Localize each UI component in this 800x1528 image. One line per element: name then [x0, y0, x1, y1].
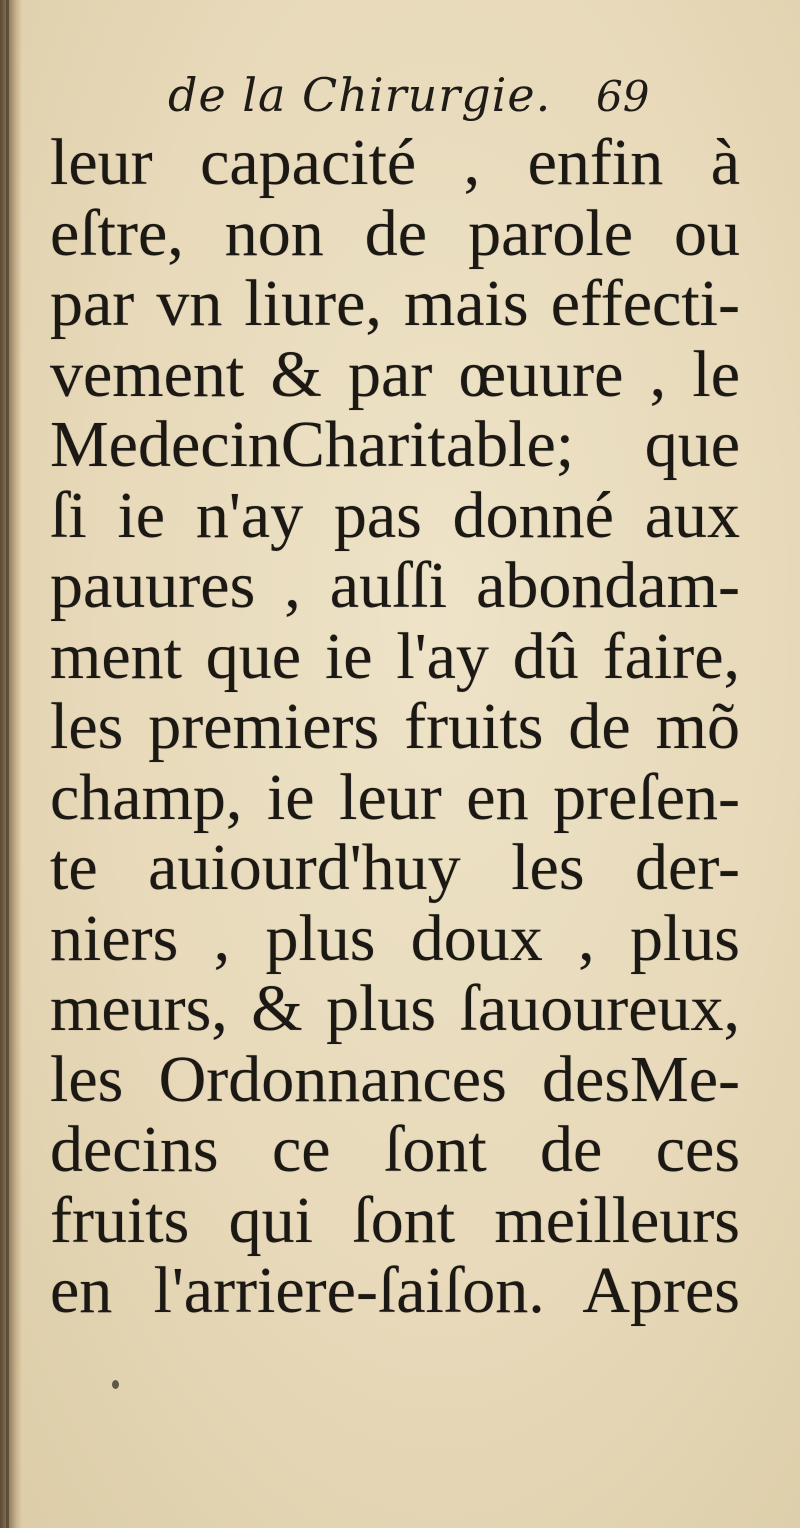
text-line: meurs, & plus ſauoureux,	[50, 972, 740, 1045]
page-gutter	[0, 0, 22, 1528]
ink-speck	[112, 1380, 119, 1389]
text-line: MedecinCharitable; que	[50, 408, 740, 481]
text-line: eſtre, non de parole ou	[50, 196, 740, 270]
text-line: vement & par œuure , le	[50, 337, 740, 411]
gutter-edge	[6, 0, 9, 1528]
text-line: ſi ie n'ay pas donné aux	[50, 478, 740, 552]
text-line: par vn liure, mais effecti-	[50, 267, 740, 340]
text-line: te auiourd'huy les der-	[50, 831, 740, 904]
text-line: pauures , auſſi abondam-	[50, 549, 740, 622]
text-line: fruits qui ſont meilleurs	[50, 1183, 740, 1257]
running-title: de la Chirurgie.	[168, 68, 552, 122]
text-line: en l'arriere-ſaiſon. Apres	[50, 1254, 740, 1327]
text-line: les Ordonnances desMe-	[50, 1042, 740, 1116]
body-text	[50, 128, 740, 1327]
text-line: decins ce ſont de ces	[50, 1113, 740, 1186]
text-line: les premiers fruits de mõ	[50, 690, 740, 763]
text-line: ment que ie l'ay dû faire,	[50, 619, 740, 693]
text-line: leur capacité , enfin à	[50, 126, 740, 199]
text-line: niers , plus doux , plus	[50, 901, 740, 975]
text-line: champ, ie leur en preſen-	[50, 760, 740, 834]
page-number: 69	[596, 72, 650, 121]
